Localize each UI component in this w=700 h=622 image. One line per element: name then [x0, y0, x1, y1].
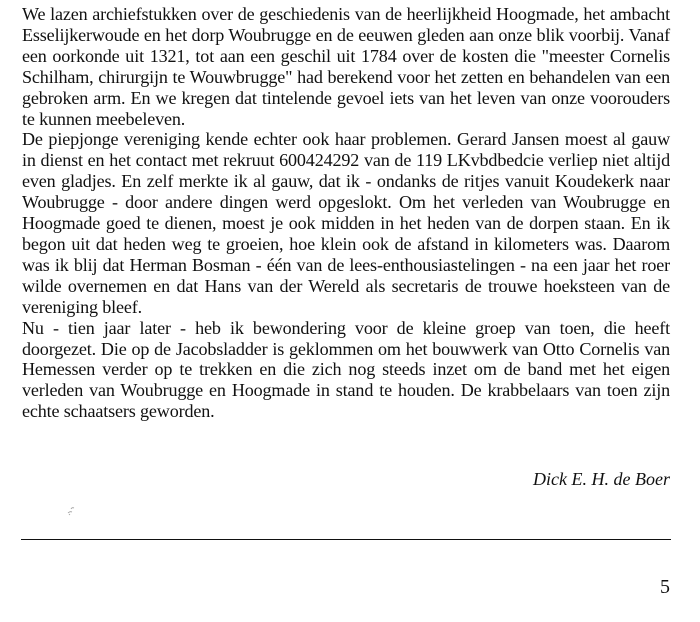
paragraph-ten-years-later: Nu - tien jaar later - heb ik bewondering voor de kleine groep van toen, die heeft doorgezet. Die op de Jacobsladder is geklommen om het bouwwerk van Otto Cornelis van Hemessen verder op te trekken en die zich nog steeds inzet om de band met het eigen verleden van Woubrugge en Hoogmade in stand te houden. De krabbelaars van toen zijn echte schaatsers geworden.: [22, 317, 670, 422]
paragraph-problems: De piepjonge vereniging kende echter ook haar problemen. Gerard Jansen moest al gauw in dienst en het contact met rekruut 600424292 van de 119 LKvbdbedcie verliep niet altijd even gladjes. En zelf merkte ik al gauw, dat ik - ondanks de ritjes vanuit Koudekerk naar Woubrugge - door andere dingen werd opgeslokt. Om het verleden van Woubrugge en Hoogmade goed te dienen, moest je ook midden in het heden van de dorpen staan. En ik begon uit dat heden weg te groeien, hoe klein ook de afstand in kilometers was. Daarom was ik blij dat Herman Bosman - één van de lees-enthousiastelingen - na een jaar het roer wilde overnemen en dat Hans van der Wereld als secretaris de trouwe hoeksteen van de vereniging bleef.: [22, 129, 670, 317]
author-signature: Dick E. H. de Boer: [533, 469, 670, 489]
footer-divider: [21, 539, 671, 540]
paper-speck-mark: [66, 504, 76, 516]
paragraph-archives: We lazen archiefstukken over de geschiedenis van de heerlijkheid Hoogmade, het ambacht Esselijkerwoude en het dorp Woubrugge en de eeuwen gleden aan onze blik voorbij. Vanaf een oorkonde uit 1321, tot aan een geschil uit 1784 over de kosten die "meester Cornelis Schilham, chirurgijn te Wouwbrugge" had berekend voor het zetten en behandelen van een gebroken arm. En we kregen dat tintelende gevoel iets van het leven van onze voorouders te kunnen meebeleven.: [22, 4, 670, 129]
page-body: [22, 4, 670, 422]
page-number: 5: [660, 576, 670, 598]
